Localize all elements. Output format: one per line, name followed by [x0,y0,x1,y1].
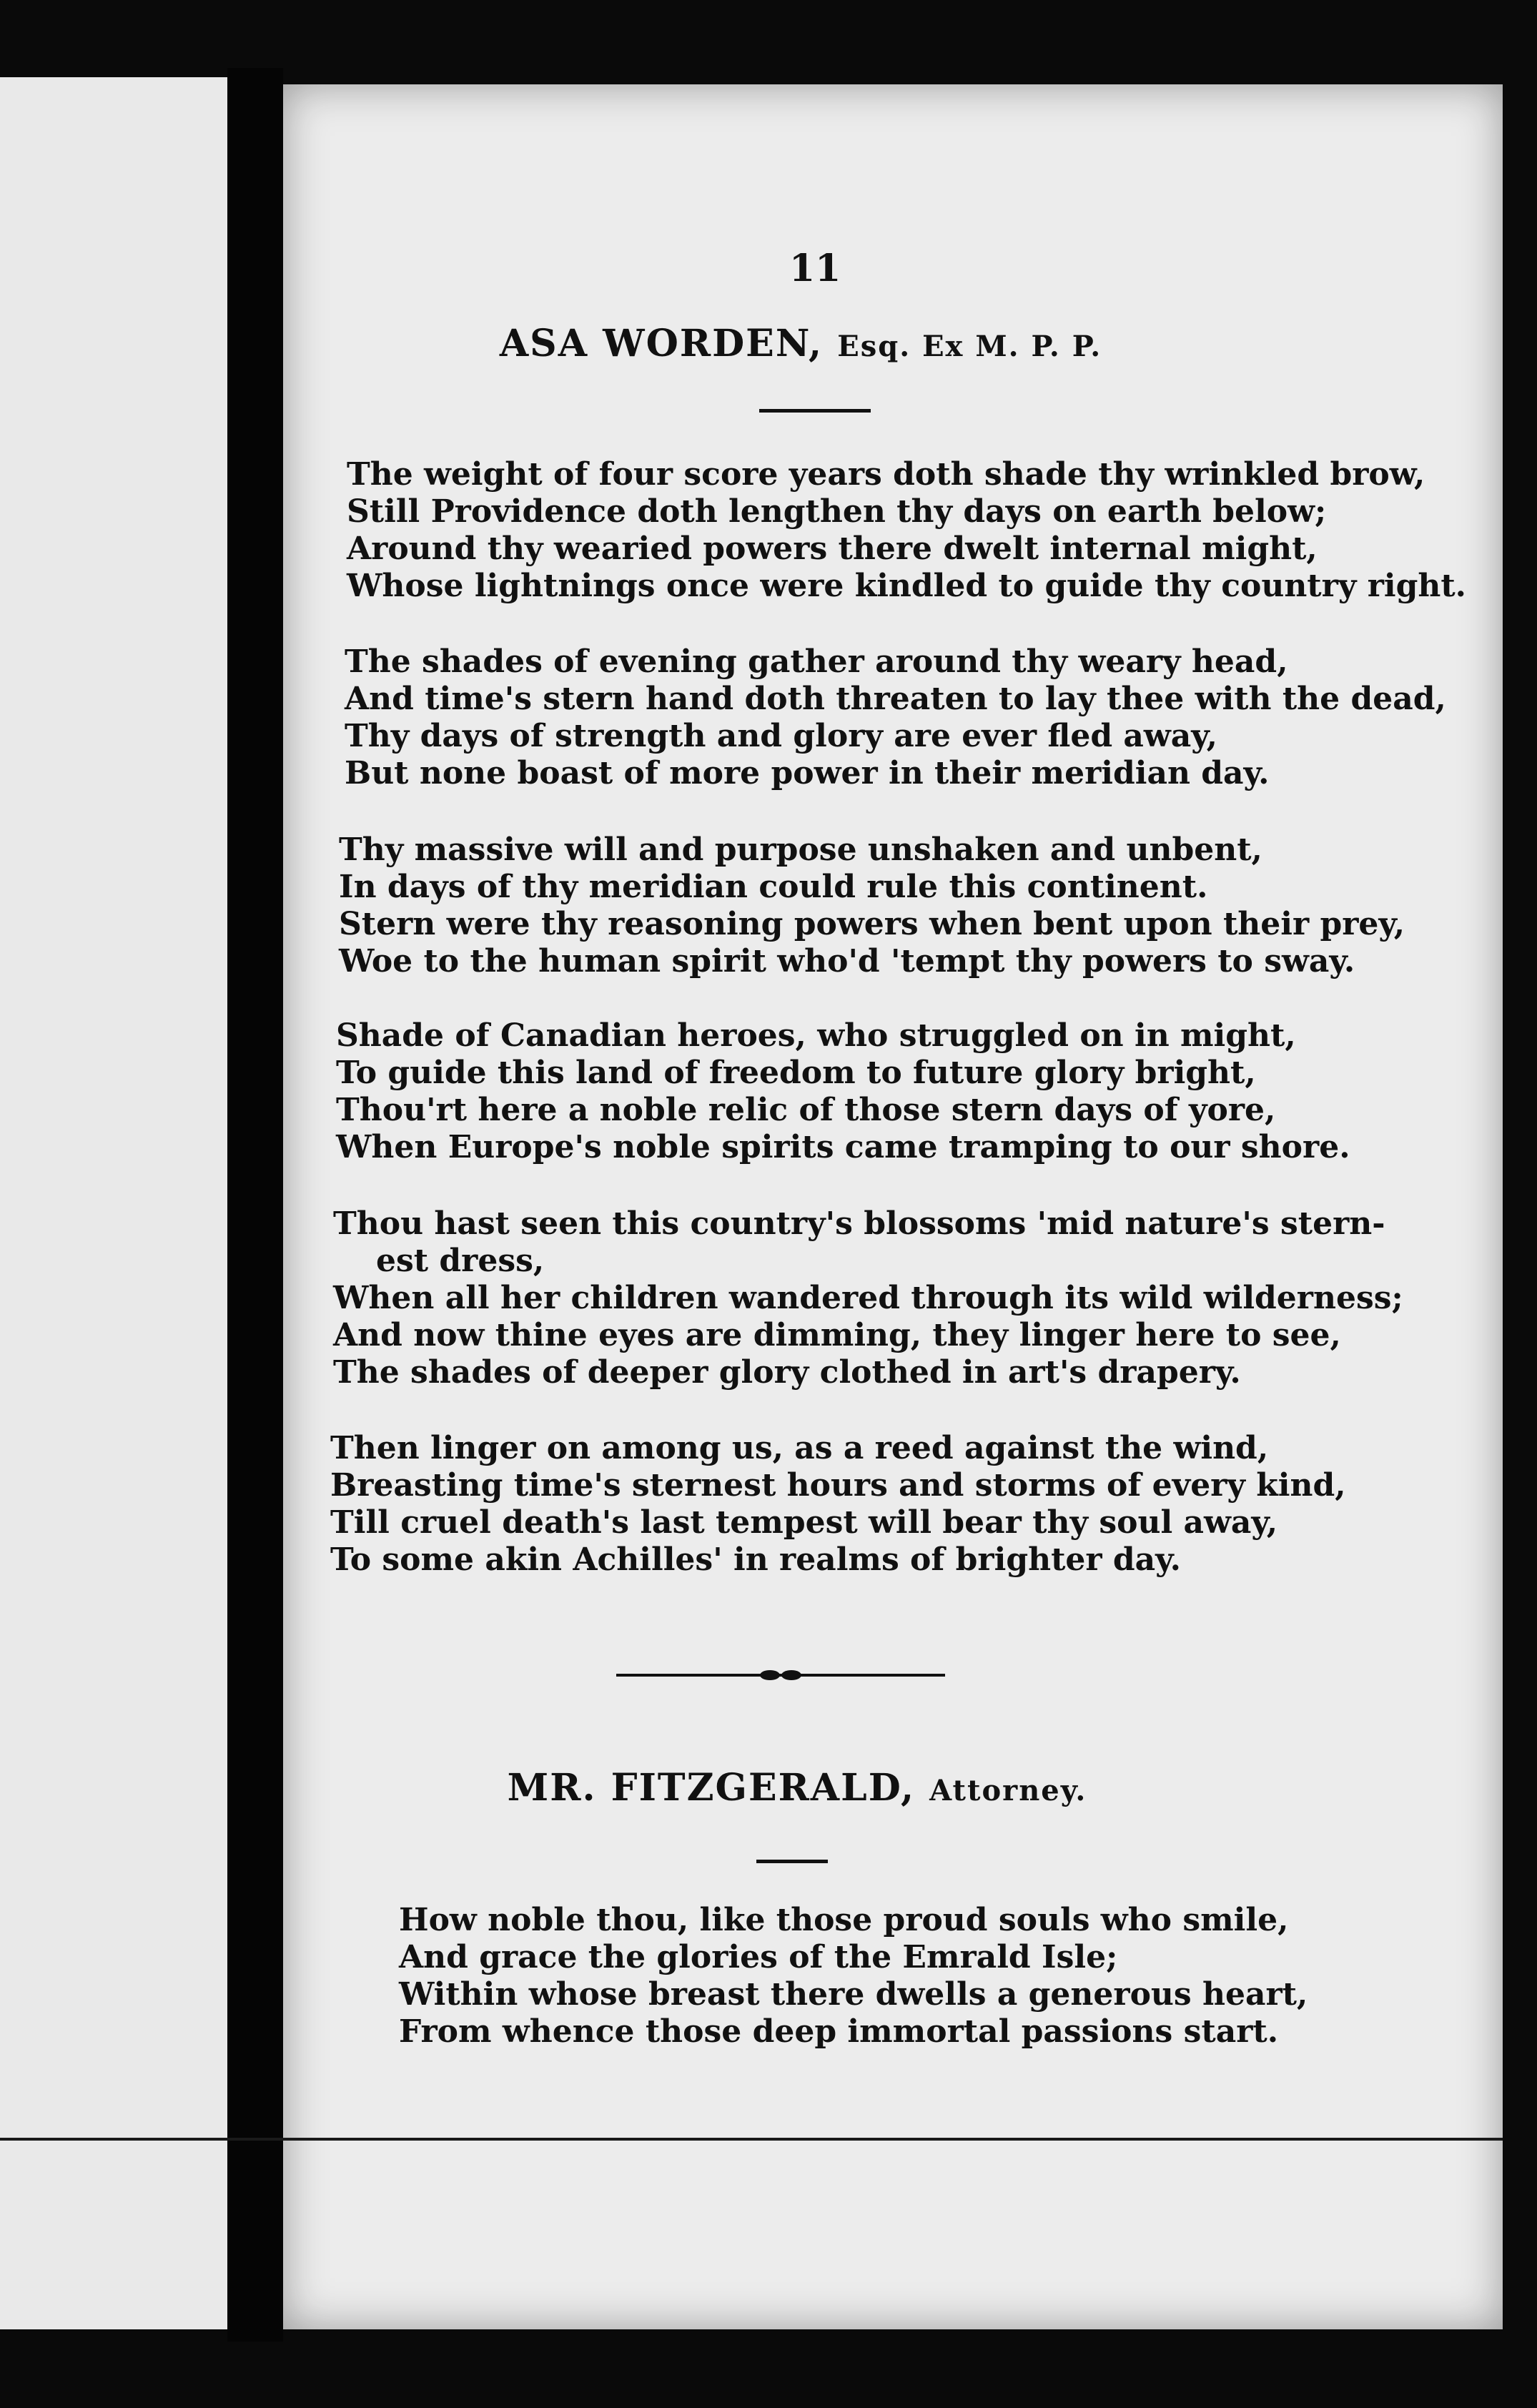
poem-line: To some akin Achilles' in realms of brighter day. [330,1541,1181,1578]
poem-line: Breasting time's sternest hours and storms of every kind, [330,1467,1346,1504]
poem-1-title-name: ASA WORDEN, [499,322,824,365]
poem-line: Around thy wearied powers there dwelt internal might, [347,531,1318,567]
poem-1-stanza-5 [333,1205,1403,1391]
poem-line: Thy massive will and purpose unshaken and unbent, [339,832,1262,868]
poem-line: Whose lightnings once were kindled to guide thy country right. [347,568,1466,604]
poem-1-stanza-4 [336,1017,1350,1166]
poem-2-title [0,1766,1537,1810]
poem-line: But none boast of more power in their meridian day. [345,755,1270,791]
book-spine [227,68,283,2342]
poem-line: Woe to the human spirit who'd 'tempt thy powers to sway. [339,943,1355,980]
poem-line: Within whose breast there dwells a generous heart, [399,1976,1308,2013]
facing-page [0,77,234,2329]
ornament-divider [616,1668,945,1682]
poem-line: Shade of Canadian heroes, who struggled on in might, [336,1017,1296,1054]
poem-2-title-name: MR. FITZGERALD, [507,1766,916,1810]
poem-2-title-suffix: Attorney. [929,1774,1087,1807]
poem-1-stanza-3 [339,832,1405,980]
page-number: 11 [789,247,841,290]
poem-line: Stern were thy reasoning powers when bent upon their prey, [339,906,1405,942]
poem-line: The shades of deeper glory clothed in art's drapery. [333,1354,1241,1391]
poem-1-stanza-1 [347,456,1466,605]
poem-line: And now thine eyes are dimming, they linger here to see, [333,1317,1341,1353]
poem-2-stanza-1 [399,1902,1308,2051]
poem-line: Thou'rt here a noble relic of those stern days of yore, [336,1092,1276,1128]
poem-1-title-suffix: Esq. Ex M. P. P. [837,330,1102,363]
poem-1-title-rule [759,409,871,413]
poem-line: Then linger on among us, as a reed against the wind, [330,1430,1269,1466]
poem-1-stanza-2 [345,643,1446,792]
poem-line: How noble thou, like those proud souls who smile, [399,1902,1289,1938]
poem-line: In days of thy meridian could rule this continent. [339,869,1208,905]
poem-line: est dress, [376,1243,545,1279]
poem-line: When Europe's noble spirits came tramping to our shore. [336,1129,1350,1165]
poem-2-title-rule [756,1860,828,1863]
poem-line: The weight of four score years doth shade thy wrinkled brow, [347,456,1425,493]
poem-line: When all her children wandered through its wild wilderness; [333,1280,1403,1316]
poem-line: And grace the glories of the Emrald Isle; [399,1939,1118,1975]
poem-1-title [0,322,1537,365]
poem-line: Thou hast seen this country's blossoms 'mid nature's stern- [333,1205,1385,1242]
poem-line: The shades of evening gather around thy weary head, [345,643,1288,680]
poem-line: Still Providence doth lengthen thy days on earth below; [347,493,1327,530]
poem-line: To guide this land of freedom to future glory bright, [336,1055,1256,1091]
poem-line: Till cruel death's last tempest will bear thy soul away, [330,1504,1278,1541]
poem-line: From whence those deep immortal passions start. [399,2013,1279,2050]
page-bottom-edge [0,2138,1503,2141]
poem-line: And time's stern hand doth threaten to lay thee with the dead, [345,681,1446,717]
poem-1-stanza-6 [330,1430,1346,1579]
poem-line: Thy days of strength and glory are ever fled away, [345,718,1217,754]
